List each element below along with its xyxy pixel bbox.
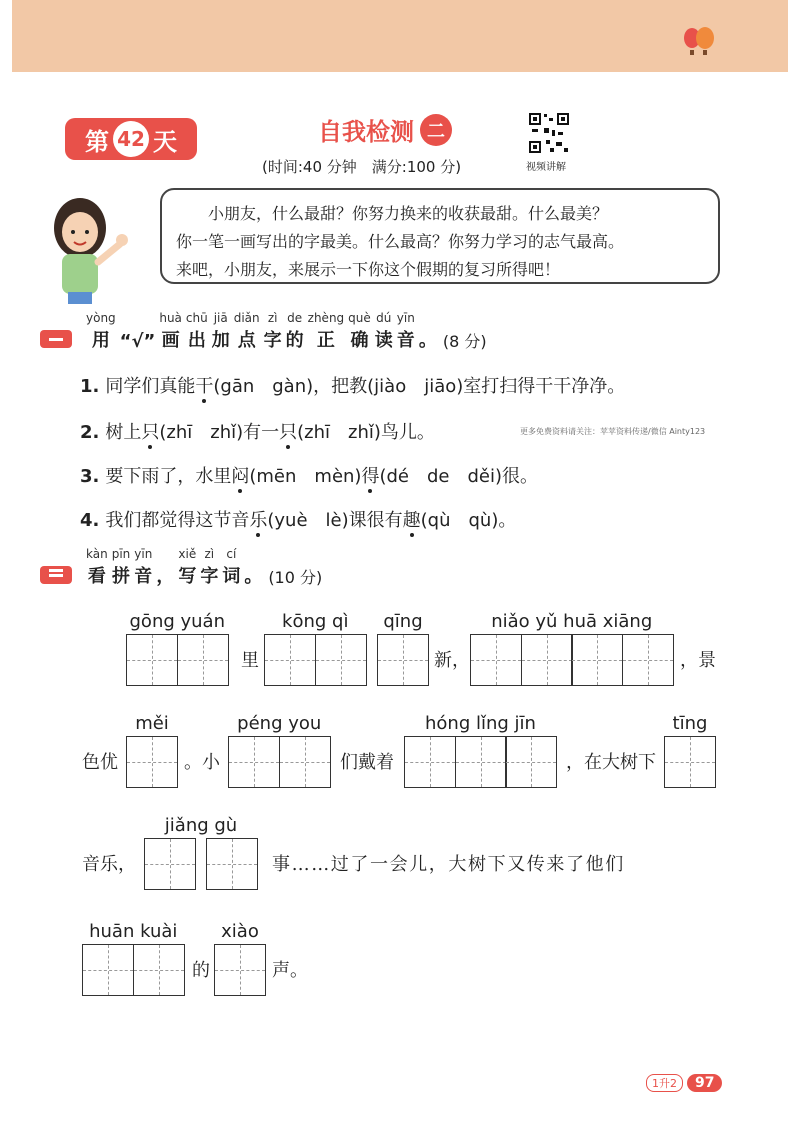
hanzi: 字 [200,566,219,587]
writing-box[interactable] [470,634,522,686]
hanzi: 用 [91,330,110,351]
text-fragment: ，在大树下 [566,752,656,773]
pinyin: yīn [134,547,153,561]
pinyin: jiā [213,311,228,325]
question-number: 4. [80,510,100,531]
page-title [318,112,452,147]
writing-box[interactable] [177,634,229,686]
hanzi: 出 [187,330,206,351]
balloon-icon [682,26,716,56]
text-fragment: ，景 [680,650,716,671]
dotted-char: 闷 [231,466,250,487]
word-pinyin: xiào [221,921,259,942]
word-qing [377,610,429,686]
title-char [234,310,260,352]
writing-box[interactable] [206,838,258,890]
title-char [156,546,174,588]
question-text: (zhī zhǐ)鸟儿。 [297,422,435,443]
question-text: 要下雨了，水里 [105,466,232,487]
title-char [419,310,437,352]
title-char [348,310,371,352]
question-text: 树上 [105,422,142,443]
word-ting [664,712,716,788]
pinyin: yòng [86,311,116,325]
writing-box[interactable] [82,944,134,996]
hanzi: 。 [418,330,437,351]
hanzi: 看 [87,566,106,587]
hanzi: 音 [134,566,153,587]
title-char [86,546,108,588]
dotted-char: 干 [195,376,214,397]
text-fragment: 声。 [272,960,308,981]
writing-box[interactable] [214,944,266,996]
pinyin: zhèng [307,311,345,325]
writing-box[interactable] [126,634,178,686]
word-pinyin: hóng lǐng jīn [425,713,536,734]
word-pinyin: niǎo yǔ huā xiāng [491,611,653,632]
qr-label: 视频讲解 [526,162,566,173]
pinyin: pīn [111,547,131,561]
hanzi: 读 [374,330,393,351]
hanzi: 字 [263,330,282,351]
section-2-score: (10 分) [268,568,323,587]
pinyin: chū [185,311,208,325]
question-text: (jiào jiāo)室打扫得干干净净。 [367,376,626,397]
word-honglingjin [404,712,557,788]
side-note: 更多免费资料请关注：苹苹资料传递/微信 Ainty123 [520,427,706,436]
question-2 [80,418,435,444]
writing-box[interactable] [505,736,557,788]
word-pinyin: qīng [383,611,423,632]
word-pinyin: tīng [672,713,708,734]
text-fragment: 的 [192,960,210,981]
writing-box[interactable] [144,838,196,890]
grade-label: 1升2 [646,1074,683,1092]
hanzi: 。 [244,566,263,587]
girl-illustration-icon [40,192,150,304]
word-huankuai [82,920,185,996]
pinyin: diǎn [233,311,260,325]
text-fragment: 新， [434,650,470,671]
writing-box[interactable] [571,634,623,686]
title-char [200,546,218,588]
writing-box[interactable] [126,736,178,788]
word-jianggu [144,814,258,890]
intro-line: 来吧，小朋友，来展示一下你这个假期的复习所得吧！ [176,260,561,279]
section-2-heading [40,546,322,588]
question-text: (yuè lè)课很有 [267,510,403,531]
hanzi: 正 [316,330,335,351]
hanzi: 画 [161,330,180,351]
title-char [244,546,262,588]
text-fragment: 色优 [82,752,118,773]
intro-line: 你一笔一画写出的字最美。什么最高？你努力学习的志气最高。 [176,232,625,251]
title-char [212,310,230,352]
title-char [134,546,152,588]
word-pinyin: péng you [237,713,322,734]
pinyin: yīn [396,311,415,325]
pinyin: kàn [86,547,108,561]
time-info: (时间:40 分钟 满分:100 分) [262,158,462,176]
hanzi: 确 [350,330,369,351]
word-pinyin: huān kuài [89,921,178,942]
word-pinyin: jiǎng gù [164,815,238,836]
day-prefix: 第 [85,127,109,156]
word-kongqi [264,610,367,686]
section-2-title [86,546,262,588]
question-text: (dé de děi)很。 [379,466,538,487]
day-number: 42 [113,121,149,157]
day-badge [65,118,197,160]
writing-box[interactable] [521,634,573,686]
pinyin: què [348,311,371,325]
section-1-title [86,310,437,352]
hanzi: ， [156,566,175,587]
hanzi: 音 [396,330,415,351]
section-1-marker [40,330,72,348]
pinyin: huà [159,311,182,325]
question-number: 3. [80,466,100,487]
word-pinyin: měi [135,713,169,734]
hanzi: 词 [222,566,241,587]
text-fragment: 里 [241,650,259,671]
section-1-heading [40,310,487,352]
title-char [286,310,304,352]
writing-box[interactable] [404,736,456,788]
title-char [159,310,182,352]
hanzi: 写 [178,566,197,587]
hanzi: “√” [119,331,156,352]
day-suffix: 天 [153,127,177,156]
pinyin: cí [226,547,237,561]
pinyin: de [287,311,303,325]
question-text: (zhī zhǐ)有一 [159,422,280,443]
dotted-char: 只 [279,422,298,443]
qr-code-icon[interactable] [528,112,570,154]
title-char [86,310,116,352]
dotted-char: 趣 [402,510,421,531]
title-char [120,315,156,352]
title-char [397,310,415,352]
writing-box[interactable] [228,736,280,788]
question-text: (gān gàn)，把教 [213,376,368,397]
title-char [186,310,208,352]
title-char [264,310,282,352]
title-char [178,546,196,588]
writing-box[interactable] [264,634,316,686]
question-1 [80,372,625,398]
text-fragment: 事……过了一会儿，大树下又传来了他们 [272,854,625,875]
question-3 [80,462,538,488]
section-2-marker [40,566,72,584]
question-text: 同学们真能 [105,376,196,397]
writing-box[interactable] [377,634,429,686]
hanzi: 点 [237,330,256,351]
question-number: 1. [80,376,100,397]
word-mei [126,712,178,788]
question-text: (mēn mèn) [249,466,362,487]
title-char [112,546,131,588]
word-xiao [214,920,266,996]
text-fragment: 音乐， [82,854,136,875]
pinyin: xiě [178,547,197,561]
hanzi: 加 [211,330,230,351]
title-char [222,546,240,588]
writing-box[interactable] [279,736,331,788]
question-number: 2. [80,422,100,443]
writing-box[interactable] [315,634,367,686]
question-text: 我们都觉得这节音 [105,510,250,531]
writing-box[interactable] [664,736,716,788]
word-niaoyuhuaxiang [470,610,674,686]
title-text: 自我检测 [318,118,414,146]
writing-box[interactable] [455,736,507,788]
intro-line: 小朋友，什么最甜？你努力换来的收获最甜。什么最美？ [176,204,609,223]
word-gongyuan [126,610,229,686]
text-fragment: 们戴着 [340,752,394,773]
dotted-char: 只 [141,422,160,443]
pinyin: zì [267,311,278,325]
question-4 [80,506,516,532]
hanzi: 拼 [111,566,130,587]
text-fragment: 。小 [184,752,220,773]
hanzi: 的 [285,330,304,351]
title-char [375,310,393,352]
page-footer [646,1074,722,1092]
page-number: 97 [687,1074,722,1092]
word-pinyin: gōng yuán [129,611,225,632]
writing-box[interactable] [133,944,185,996]
section-1-score: (8 分) [442,332,487,351]
pinyin: zì [204,547,215,561]
dotted-char: 得 [361,466,380,487]
word-pengyou [228,712,331,788]
title-number: 二 [420,114,452,146]
dotted-char: 乐 [249,510,268,531]
writing-box[interactable] [622,634,674,686]
intro-speech-bubble [160,188,720,284]
top-band [12,0,788,72]
title-char [308,310,345,352]
question-text: (qù qù)。 [420,510,517,531]
pinyin: dú [376,311,392,325]
word-pinyin: kōng qì [282,611,349,632]
